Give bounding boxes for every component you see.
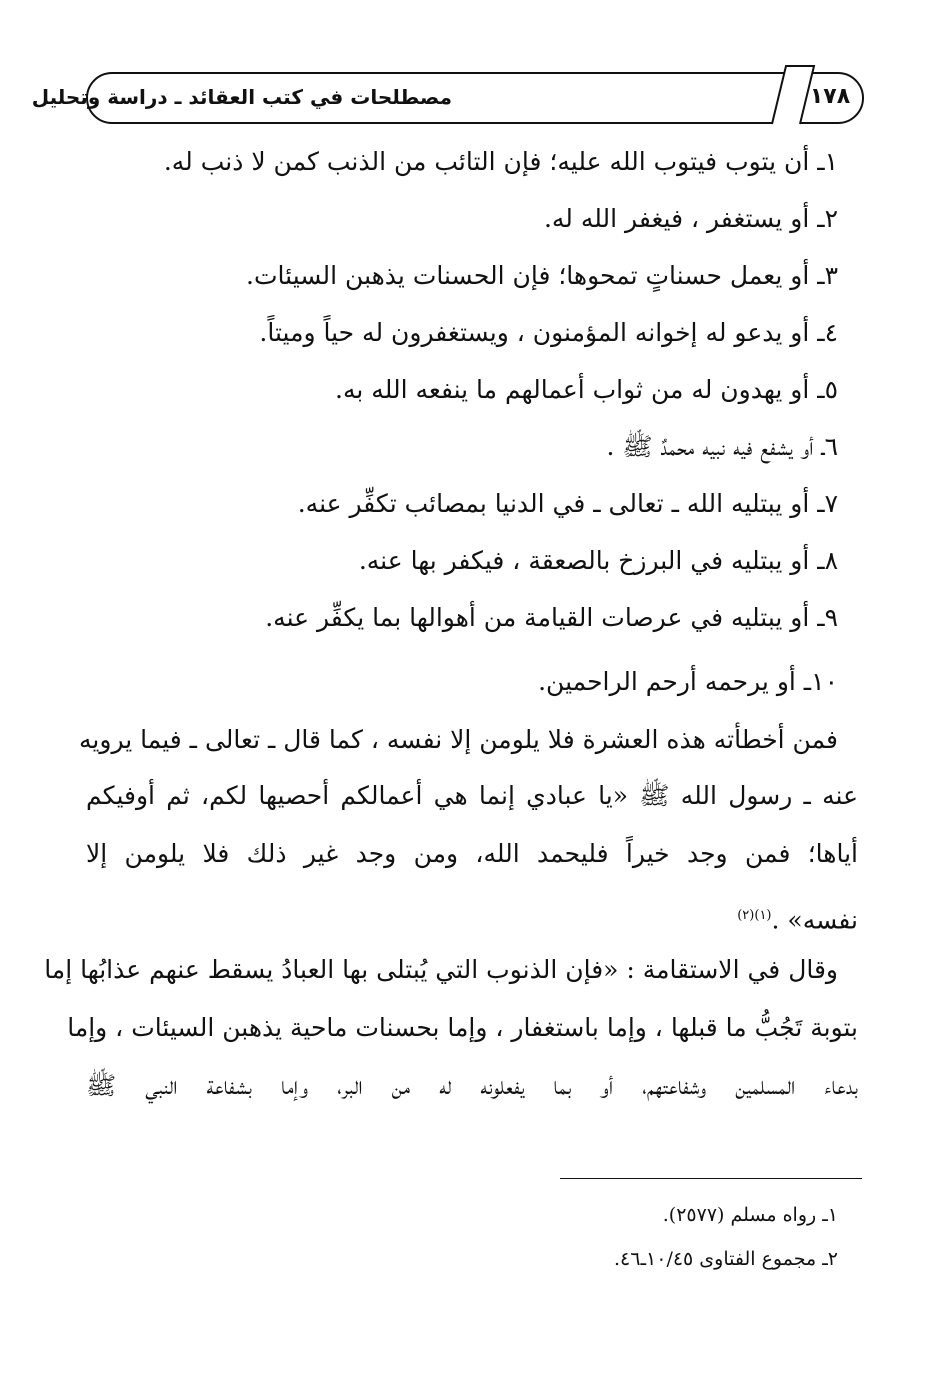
list-item: ١ـ أن يتوب فيتوب الله عليه؛ فإن التائب من الذنب كمن لا ذنب له. [163, 147, 838, 176]
paragraph-line: بدعاء المسلمين وشفاعتهم، أو بما يفعلونه له من البر، وإما بشفاعة النبي ﷺ [86, 1071, 858, 1100]
footnote-separator [560, 1178, 862, 1179]
list-item: ٢ـ أو يستغفر ، فيغفر الله له. [543, 204, 838, 233]
list-item: ٧ـ أو يبتليه الله ـ تعالى ـ في الدنيا بمصائب تكفِّر عنه. [297, 489, 838, 518]
page-number-tab-divider [0, 0, 948, 140]
list-item: ٤ـ أو يدعو له إخوانه المؤمنون ، ويستغفرون له حياً وميتاً. [259, 318, 838, 347]
page-number: ١٧٨ [809, 84, 851, 109]
paragraph-line: فمن أخطأته هذه العشرة فلا يلومن إلا نفسه ، كما قال ـ تعالى ـ فيما يرويه [79, 725, 838, 754]
paragraph-line: وقال في الاستقامة : «فإن الذنوب التي يُبتلى بها العبادُ يسقط عنهم عذابُها إما [44, 955, 838, 984]
list-item: ١٠ـ أو يرحمه أرحم الراحمين. [538, 667, 838, 696]
footnote-references: (١)(٢) [737, 908, 772, 923]
list-item: ٣ـ أو يعمل حسناتٍ تمحوها؛ فإن الحسنات يذهبن السيئات. [246, 261, 838, 290]
paragraph-line: أياها؛ فمن وجد خيراً فليحمد الله، ومن وجد غير ذلك فلا يلومن إلا [86, 839, 858, 868]
running-head-title: مصطلحات في كتب العقائد ـ دراسة وتحليل [31, 85, 452, 109]
list-item: ٩ـ أو يبتليه في عرصات القيامة من أهوالها بما يكفِّر عنه. [265, 603, 838, 632]
paragraph-line-end [737, 896, 858, 936]
paragraph-text: نفسه» . [771, 905, 858, 935]
list-item: ٥ـ أو يهدون له من ثواب أعمالهم ما ينفعه الله به. [335, 375, 838, 404]
paragraph-line: بتوبة تَجُبُّ ما قبلها ، وإما باستغفار ، وإما بحسنات ماحية يذهبن السيئات ، وإما [67, 1013, 858, 1042]
list-item: ٨ـ أو يبتليه في البرزخ بالصعقة ، فيكفر بها عنه. [358, 546, 838, 575]
footnote: ٢ـ مجموع الفتاوى ١٠/٤٥ـ٤٦. [613, 1248, 838, 1270]
paragraph-line: عنه ـ رسول الله ﷺ «يا عبادي إنما هي أعمالكم أحصيها لكم، ثم أوفيكم [86, 781, 858, 810]
list-item: ٦ـ أو يشفع فيه نبيه محمدٌ ﷺ . [606, 432, 838, 461]
footnote: ١ـ رواه مسلم (٢٥٧٧). [662, 1204, 838, 1226]
